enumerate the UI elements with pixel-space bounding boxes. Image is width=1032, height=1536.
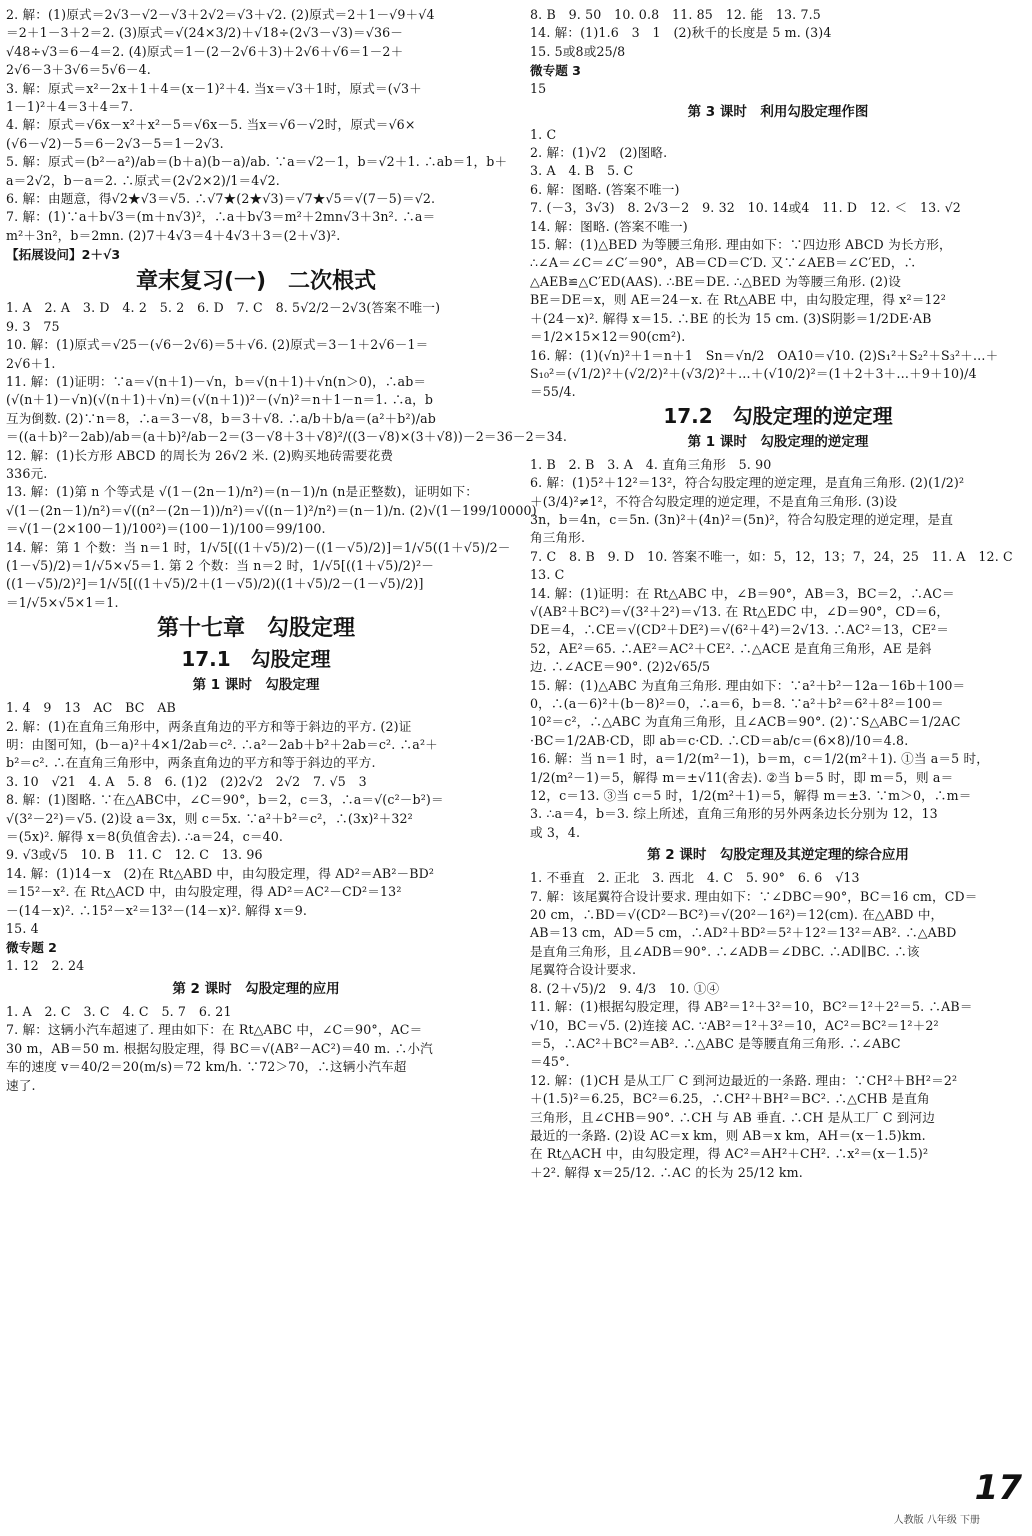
- answer-line: 1－1)²＋4＝3＋4＝7.: [6, 99, 134, 115]
- answer-line: 1/2(m²－1)＝5，解得 m＝±√11(舍去). ②当 b＝5 时，即 m＝5，则 a＝: [530, 769, 954, 785]
- answer-line: 10. 解：(1)原式＝√25－(√6－2√6)＝5＋√6. (2)原式＝3－1＋2√6－1＝: [6, 337, 429, 353]
- answer-line: 3. ∴a＝4，b＝3. 综上所述，直角三角形的另外两条边长分别为 12，13: [530, 806, 938, 822]
- answer-line: 9. √3或√5 10. B 11. C 12. C 13. 96: [6, 847, 263, 863]
- answer-line: －(14－x)². ∴15²－x²＝13²－(14－x)². 解得 x＝9.: [6, 902, 308, 918]
- answer-line: 13. C: [530, 567, 565, 583]
- answer-line: 1. A 2. A 3. D 4. 2 5. 2 6. D 7. C 8. 5√2/2－2√3(答案不唯一): [6, 300, 441, 316]
- answer-line: √(3²－2²)＝√5. (2)设 a＝3x，则 c＝5x. ∵a²＋b²＝c²，∴(3x)²＋32²: [6, 810, 413, 826]
- page-number: 17: [974, 1468, 1022, 1508]
- answer-line: (√(n＋1)－√n)(√(n＋1)＋√n)＝(√(n＋1))²－(√n)²＝n＋1－n＝1. ∴a，b: [6, 392, 434, 408]
- answer-line: ＝2＋1－3＋2＝2. (3)原式＝√(24×3/2)＋√18÷(2√3－√3)＝√36－: [6, 25, 404, 41]
- answer-line: 是直角三角形，且∠ADB＝90°. ∴∠ADB＝∠DBC. ∴AD∥BC. ∴该: [530, 943, 920, 959]
- answer-line: 16. 解：(1)(√n)²＋1＝n＋1 Sn＝√n/2 OA10＝√10. (2)S₁²＋S₂²＋S₃²＋…＋: [530, 347, 999, 363]
- answer-line: 2. 解：(1)在直角三角形中，两条直角边的平方和等于斜边的平方. (2)证: [6, 718, 412, 734]
- answer-line: 1. 4 9 13 AC BC AB: [6, 700, 176, 716]
- answer-line: ＋(3/4)²≠1²，不符合勾股定理的逆定理，不是直角三角形. (3)设: [530, 493, 898, 509]
- answer-line: 7. 解：该尾翼符合设计要求. 理由如下：∵∠DBC＝90°，BC＝16 cm，CD＝: [530, 888, 978, 904]
- chapter-heading: 章末复习(一) 二次根式: [135, 269, 377, 295]
- answer-line: ＝(5x)². 解得 x＝8(负值舍去). ∴a＝24，c＝40.: [6, 829, 284, 845]
- answer-line: 12. 解：(1)CH 是从工厂 C 到河边最近的一条路. 理由：∵CH²＋BH²＝2²: [530, 1072, 958, 1088]
- answer-line: 15. 4: [6, 921, 39, 937]
- answer-line: ＝5，∴AC²＋BC²＝AB². ∴△ABC 是等腰直角三角形. ∴∠ABC: [530, 1035, 901, 1051]
- answer-line: 角三角形.: [530, 530, 586, 546]
- answer-line: 车的速度 v＝40/2＝20(m/s)＝72 km/h. ∵72＞70，∴这辆小汽车超: [6, 1059, 407, 1075]
- answer-line: 最近的一条路. (2)设 AC＝x km，则 AB＝x km，AH＝(x－1.5)km.: [530, 1127, 926, 1143]
- answer-line: 2√6－3＋3√6＝5√6－4.: [6, 62, 151, 78]
- answer-line: 3n，b＝4n，c＝5n. (3n)²＋(4n)²＝(5n)²，符合勾股定理的逆定理，是直: [530, 511, 954, 527]
- answer-line: 2. 解：(1)√2 (2)图略.: [530, 145, 668, 161]
- answer-line: AB＝13 cm，AD＝5 cm，∴AD²＋BD²＝5²＋12²＝13²＝AB². ∴△ABD: [530, 925, 957, 941]
- footer-small-text: 人教版 八年级 下册: [893, 1515, 980, 1526]
- section-heading: 17.1 勾股定理: [181, 647, 331, 672]
- answer-line: S₁₀²＝(√1/2)²＋(√2/2)²＋(√3/2)²＋…＋(√10/2)²＝(1＋2＋3＋…＋9＋10)/4: [530, 365, 977, 381]
- answer-line: 1. 12 2. 24: [6, 958, 85, 974]
- answer-line: 8. B 9. 50 10. 0.8 11. 85 12. 能 13. 7.5: [530, 7, 821, 22]
- answer-line: △AEB≌△C′ED(AAS). ∴BE＝DE. ∴△BED 为等腰三角形. (2)设: [530, 273, 901, 289]
- answer-line: 或 3，4.: [530, 824, 581, 840]
- answer-line: 8. (2＋√5)/2 9. 4/3 10. ①④: [530, 980, 720, 996]
- lesson-heading: 第 1 课时 勾股定理: [192, 677, 320, 694]
- answer-line: 7. 解：(1)∵a＋b√3＝(m＋n√3)²，∴a＋b√3＝m²＋2mn√3＋3n². ∴a＝: [6, 209, 436, 225]
- answer-line: 2√6＋1.: [6, 355, 56, 371]
- answer-line: 12，c＝13. ③当 c＝5 时，1/2(m²＋1)＝5，解得 m＝±3. ∵m＞0，∴m＝: [530, 788, 972, 804]
- answer-line: 336元.: [6, 465, 48, 481]
- answer-line: ＝55/4.: [530, 384, 576, 400]
- answer-line: 3. 10 √21 4. A 5. 8 6. (1)2 (2)2√2 2√2 7. √5 3: [6, 773, 367, 789]
- answer-line: 在 Rt△ACH 中，由勾股定理，得 AC²＝AH²＋CH². ∴x²＝(x－1.5)²: [530, 1146, 929, 1162]
- answer-line: 6. 解：图略. (答案不唯一): [530, 181, 680, 197]
- lesson-heading: 第 1 课时 勾股定理的逆定理: [687, 433, 869, 450]
- answer-line: 20 cm，∴BD＝√(CD²－BC²)＝√(20²－16²)＝12(cm). 在△ABD 中，: [530, 907, 944, 923]
- answer-line: 14. 解：图略. (答案不唯一): [530, 218, 688, 234]
- answer-line: 13. 解：(1)第 n 个等式是 √(1－(2n－1)/n²)＝(n－1)/n (n是正整数)，证明如下：: [6, 484, 479, 500]
- answer-line: 15. 解：(1)△ABC 为直角三角形. 理由如下：∵a²＋b²－12a－16b＋100＝: [530, 677, 966, 693]
- answer-line: 速了.: [6, 1077, 36, 1093]
- answer-line: a＝2√2，b－a＝2. ∴原式＝(2√2×2)/1＝4√2.: [6, 172, 280, 188]
- chapter-heading: 第十七章 勾股定理: [156, 616, 355, 642]
- answer-line: ∴∠A＝∠C＝∠C′＝90°，AB＝CD＝C′D. 又∵∠AEB＝∠C′ED，∴: [530, 255, 917, 271]
- answer-line: 11. 解：(1)根据勾股定理，得 AB²＝1²＋3²＝10，BC²＝1²＋2²＝5. ∴AB＝: [530, 999, 973, 1015]
- answer-line: 3. 解：原式＝x²－2x＋1＋4＝(x－1)²＋4. 当x＝√3＋1时，原式＝(√3＋: [6, 80, 422, 96]
- answer-line: 3. A 4. B 5. C: [530, 163, 634, 179]
- answer-line: 1. B 2. B 3. A 4. 直角三角形 5. 90: [530, 456, 772, 472]
- answer-line: 14. 解：第 1 个数：当 n＝1 时，1/√5[((1＋√5)/2)－((1－√5)/2)]＝1/√5((1＋√5)/2－: [6, 539, 511, 555]
- answer-line: 14. 解：(1)1.6 3 1 (2)秋千的长度是 5 m. (3)4: [530, 25, 832, 41]
- answer-line: 7. 解：这辆小汽车超速了. 理由如下：在 Rt△ABC 中，∠C＝90°，AC＝: [6, 1022, 423, 1038]
- answer-line: ＝1/√5×√5×1＝1.: [6, 594, 119, 610]
- answer-line: 1. 不垂直 2. 正北 3. 西北 4. C 5. 90° 6. 6 √13: [530, 870, 860, 886]
- answer-line: m²＋3n²，b＝2mn. (2)7＋4√3＝4＋4√3＋3＝(2＋√3)².: [6, 227, 341, 243]
- answer-line: ＋(24－x)². 解得 x＝15. ∴BE 的长为 15 cm. (3)S阴影＝1/2DE·AB: [530, 310, 932, 326]
- answer-line: b²＝c². ∴在直角三角形中，两条直角边的平方和等于斜边的平方.: [6, 755, 376, 771]
- lesson-heading: 第 2 课时 勾股定理的应用: [172, 980, 340, 997]
- answer-line: √48÷√3＝6－4＝2. (4)原式＝1－(2－2√6＋3)＋2√6＋√6＝1－2＋: [6, 43, 404, 59]
- answer-line: 4. 解：原式＝√6x－x²＋x²－5＝√6x－5. 当x＝√6－√2时，原式＝√6×: [6, 117, 416, 133]
- answer-line: 5. 解：原式＝(b²－a²)/ab＝(b＋a)(b－a)/ab. ∵a＝√2－1，b＝√2＋1. ∴ab＝1，b＋: [6, 154, 508, 170]
- answer-line: DE＝4，∴CE＝√(CD²＋DE²)＝√(6²＋4²)＝2√13. ∴AC²＝13，CE²＝: [530, 622, 950, 638]
- answer-line: ＝√(1－(2×100－1)/100²)＝(100－1)/100＝99/100.: [6, 521, 326, 537]
- answer-line: 52，AE²＝65. ∴AE²＝AC²＋CE². ∴△ACE 是直角三角形，AE 是斜: [530, 640, 932, 656]
- answer-line: 15: [530, 81, 547, 97]
- right-column: [530, 6, 1026, 1182]
- answer-line: 8. 解：(1)图略. ∵在△ABC中，∠C＝90°，b＝2，c＝3，∴a＝√(c²－b²)＝: [6, 792, 444, 808]
- answer-line: BE＝DE＝x，则 AE＝24－x. 在 Rt△ABE 中，由勾股定理，得 x²＝12²: [530, 292, 946, 308]
- answer-line: 6. 解：(1)5²＋12²＝13²，符合勾股定理的逆定理，是直角三角形. (2)(1/2)²: [530, 475, 965, 491]
- topic-heading: 微专题 2: [6, 940, 57, 956]
- topic-heading: 微专题 3: [530, 63, 581, 79]
- answer-line: ＝((a＋b)²－2ab)/ab＝(a＋b)²/ab－2＝(3－√8＋3＋√8)²/((3－√8)×(3＋√8))－2＝36－2＝34.: [6, 429, 568, 445]
- answer-line: ＋(1.5)²＝6.25，BC²＝6.25，∴CH²＋BH²＝BC². ∴△CHB 是直角: [530, 1091, 930, 1107]
- answer-line: 1. C: [530, 126, 557, 142]
- answer-line: (√6－√2)－5＝6－2√3－5＝1－2√3.: [6, 135, 224, 151]
- answer-line: 9. 3 75: [6, 318, 60, 334]
- answer-line: √(1－(2n－1)/n²)＝√((n²－(2n－1))/n²)＝√((n－1)²/n²)＝(n－1)/n. (2)√(1－199/10000): [6, 502, 537, 518]
- answer-line: ((1－√5)/2)²]＝1/√5[((1＋√5)/2＋(1－√5)/2)((1＋√5)/2－(1－√5)/2)]: [6, 576, 424, 592]
- lesson-heading: 第 3 课时 利用勾股定理作图: [687, 103, 869, 120]
- answer-line: √10，BC＝√5. (2)连接 AC. ∵AB²＝1²＋3²＝10，AC²＝BC²＝1²＋2²: [530, 1017, 939, 1033]
- answer-line: 1. A 2. C 3. C 4. C 5. 7 6. 21: [6, 1003, 232, 1019]
- answer-line: 11. 解：(1)证明：∵a＝√(n＋1)－√n，b＝√(n＋1)＋√n(n＞0)，∴ab＝: [6, 373, 427, 389]
- answer-line: 14. 解：(1)证明：在 Rt△ABC 中，∠B＝90°，AB＝3，BC＝2，∴AC＝: [530, 585, 955, 601]
- answer-line: 2. 解：(1)原式＝2√3－√2－√3＋2√2＝√3＋√2. (2)原式＝2＋1－√9＋√4: [6, 7, 435, 22]
- answer-line: 7. C 8. B 9. D 10. 答案不唯一，如：5，12，13；7，24，25 11. A 12. C: [530, 548, 1013, 564]
- answer-line: 7. (－3，3√3) 8. 2√3－2 9. 32 10. 14或4 11. D 12. ＜ 13. √2: [530, 200, 961, 216]
- answer-line: 6. 解：由题意，得√2★√3＝√5. ∴√7★(2★√3)＝√7★√5＝√(7－5)＝√2.: [6, 191, 436, 207]
- answer-line: 12. 解：(1)长方形 ABCD 的周长为 26√2 米. (2)购买地砖需要花费: [6, 447, 394, 463]
- answer-line: 互为倒数. (2)∵n＝8，∴a＝3－√8，b＝3＋√8. ∴a/b＋b/a＝(a²＋b²)/ab: [6, 410, 437, 426]
- answer-line: 30 m，AB＝50 m. 根据勾股定理，得 BC＝√(AB²－AC²)＝40 m. ∴小汽: [6, 1040, 433, 1056]
- answer-line: 15. 5或8或25/8: [530, 43, 626, 59]
- answer-line: 14. 解：(1)14－x (2)在 Rt△ABD 中，由勾股定理，得 AD²＝AB²－BD²: [6, 865, 435, 881]
- extension-question: 【拓展设问】2＋√3: [6, 247, 121, 263]
- answer-line: 15. 解：(1)△BED 为等腰三角形. 理由如下：∵四边形 ABCD 为长方形，: [530, 237, 952, 253]
- answer-line: 16. 解：当 n＝1 时，a＝1/2(m²－1)，b＝m，c＝1/2(m²＋1). ①当 a＝5 时，: [530, 751, 989, 767]
- answer-line: (1－√5)/2)＝1/√5×√5＝1. 第 2 个数：当 n＝2 时，1/√5[((1＋√5)/2)²－: [6, 557, 434, 573]
- answer-line: ·BC＝1/2AB·CD，即 ab＝c·CD. ∴CD＝ab/c＝(6×8)/10＝4.8.: [530, 732, 909, 748]
- lesson-heading: 第 2 课时 勾股定理及其逆定理的综合应用: [647, 847, 909, 864]
- answer-line: 边. ∴∠ACE＝90°. (2)2√65/5: [530, 659, 711, 675]
- section-heading: 17.2 勾股定理的逆定理: [663, 403, 893, 428]
- answer-line: 尾翼符合设计要求.: [530, 962, 637, 978]
- answer-line: ＋2². 解得 x＝25/12. ∴AC 的长为 25/12 km.: [530, 1164, 803, 1180]
- answer-line: 0，∴(a－6)²＋(b－8)²＝0，∴a＝6，b＝8. ∵a²＋b²＝6²＋8²＝100＝: [530, 696, 944, 711]
- answer-line: 三角形，且∠CHB＝90°. ∴CH 与 AB 垂直. ∴CH 是从工厂 C 到河边: [530, 1109, 935, 1125]
- answer-line: ＝45°.: [530, 1054, 570, 1070]
- answer-line: √(AB²＋BC²)＝√(3²＋2²)＝√13. 在 Rt△EDC 中，∠D＝90°，CD＝6，: [530, 603, 950, 619]
- answer-line: ＝1/2×15×12＝90(cm²).: [530, 329, 686, 345]
- answer-line: ＝15²－x². 在 Rt△ACD 中，由勾股定理，得 AD²＝AC²－CD²＝13²: [6, 884, 402, 900]
- answer-line: 10²＝c²，∴△ABC 为直角三角形，且∠ACB＝90°. (2)∵S△ABC＝1/2AC: [530, 714, 961, 730]
- answer-line: 明：由图可知，(b－a)²＋4×1/2ab＝c². ∴a²－2ab＋b²＋2ab＝c². ∴a²＋: [6, 737, 438, 752]
